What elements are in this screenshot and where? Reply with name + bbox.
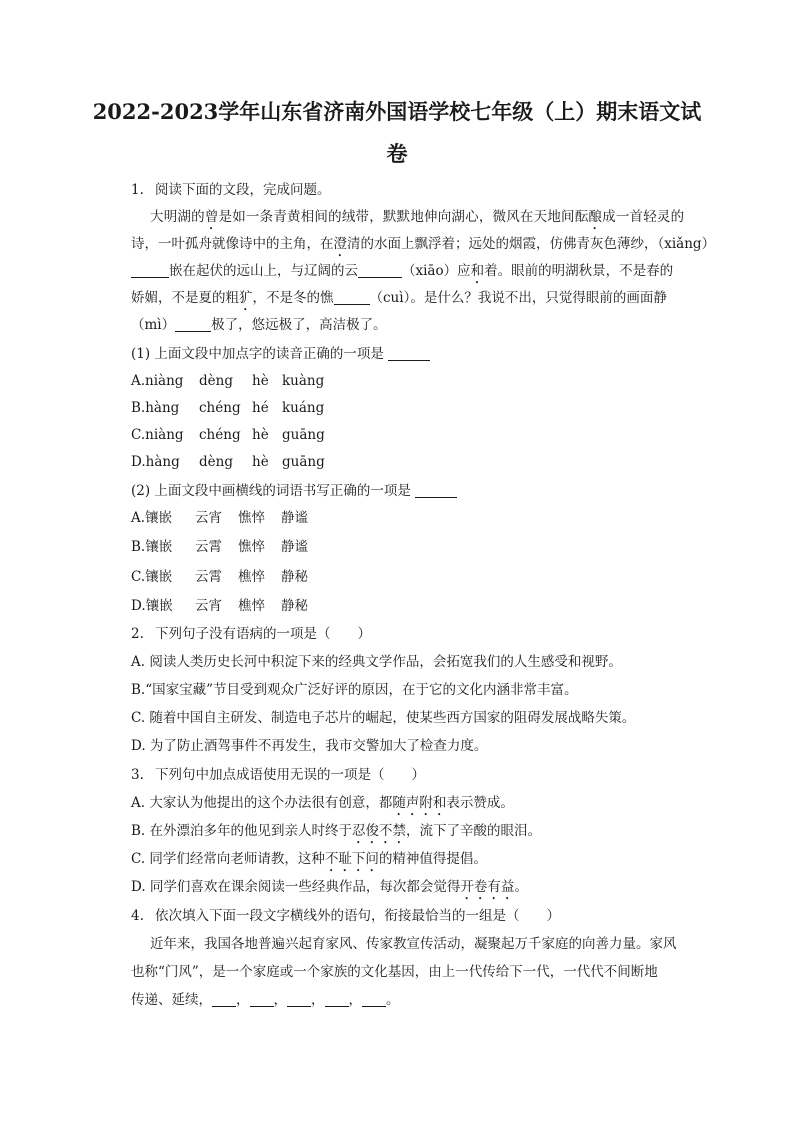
- q4-passage-line-2: 也称“门风”，是一个家庭或一个家族的文化基因，由上一代传给下一代，一代代不间断地: [131, 964, 658, 980]
- q1-sub1-option-d[interactable]: D.hàng dèng hè guāng: [131, 454, 325, 470]
- q1-sub1-option-b[interactable]: B.hàng chéng hé kuáng: [131, 400, 325, 416]
- q1-passage-line-5: （mì） 极了，悠远极了，高洁极了。: [131, 317, 387, 333]
- q4-passage-line-3: 传递、延续， ， ， ， ， 。: [131, 992, 400, 1008]
- q3-idiom-d: 开卷有益: [460, 879, 515, 895]
- q4-stem: 4. 依次填入下面一段文字横线外的语句，衔接最恰当的一组是（ ）: [131, 908, 560, 924]
- q1-passage-line-1: 大明湖的曾是如一条青黄相间的绒带，默默地伸向湖心，微风在天地间酝酿成一首轻灵的: [150, 209, 685, 225]
- q1-passage-line-3: 嵌在起伏的远山上，与辽阔的云 （xiāo）应和着。眼前的明湖秋景，不是春的: [131, 261, 673, 287]
- q1-sub1-option-a[interactable]: A.niàng dèng hè kuàng: [131, 373, 325, 389]
- q3-option-d[interactable]: D. 同学们喜欢在课余阅读一些经典作品，每次都会觉得开卷有益。: [131, 879, 528, 895]
- q2-option-d[interactable]: D. 为了防止酒驾事件不再发生，我市交警加大了检查力度。: [131, 738, 488, 754]
- q2-option-b[interactable]: B.“国家宝藏”节目受到观众广泛好评的原因，在于它的文化内涵非常丰富。: [131, 682, 578, 698]
- q1-sub2-option-c[interactable]: C.镶嵌 云霄 樵悴 静秘: [131, 569, 308, 585]
- q1-sub1-option-c[interactable]: C.niàng chéng hè guāng: [131, 427, 325, 443]
- q1-sub1-stem: (1) 上面文段中加点字的读音正确的一项是: [131, 344, 430, 364]
- q3-option-c[interactable]: C. 同学们经常向老师请教，这种不耻下问的精神值得提倡。: [131, 851, 487, 867]
- q1-sub2-option-d[interactable]: D.镶嵌 云宵 樵悴 静秘: [131, 598, 308, 614]
- page-title-cont: 卷: [386, 141, 408, 166]
- q3-idiom-c: 不耻下问: [324, 851, 379, 867]
- q2-option-c[interactable]: C. 随着中国自主研发、制造电子芯片的崛起，使某些西方国家的阻碍发展战略失策。: [131, 710, 636, 726]
- q1-passage-line-4: 娇媚，不是夏的粗犷，不是冬的憔 （cuì）。是什么？我说不出，只觉得眼前的画面静: [131, 290, 667, 306]
- q2-option-a[interactable]: A. 阅读人类历史长河中积淀下来的经典文学作品，会拓宽我们的人生感受和视野。: [131, 654, 622, 670]
- q1-sub2-stem: (2) 上面文段中画横线的词语书写正确的一项是: [131, 481, 457, 501]
- q3-idiom-a: 随声附和: [392, 795, 447, 811]
- q3-idiom-b: 忍俊不禁: [352, 823, 407, 839]
- q3-option-b[interactable]: B. 在外漂泊多年的他见到亲人时终于忍俊不禁，流下了辛酸的眼泪。: [131, 823, 542, 839]
- q1-passage-line-2: 诗，一叶孤舟就像诗中的主角，在澄清的水面上飘浮着；远处的烟霞，仿佛青灰色薄纱，（xiǎng）: [131, 236, 716, 252]
- q1-sub2-option-a[interactable]: A.镶嵌 云宵 憔悴 静谧: [131, 510, 308, 526]
- q2-stem: 2. 下列句子没有语病的一项是（ ）: [131, 626, 371, 642]
- q3-stem: 3. 下列句中加点成语使用无误的一项是（ ）: [131, 767, 425, 783]
- q4-passage-line-1: 近年来，我国各地普遍兴起育家风、传家教宣传活动，凝聚起万千家庭的向善力量。家风: [150, 936, 677, 952]
- q3-option-a[interactable]: A. 大家认为他提出的这个办法很有创意，都随声附和表示赞成。: [131, 795, 514, 811]
- q1-sub2-option-b[interactable]: B.镶嵌 云霄 憔悴 静谧: [131, 539, 308, 555]
- page-title: 2022-2023学年山东省济南外国语学校七年级（上）期末语文试: [92, 99, 702, 124]
- q1-stem: 1. 阅读下面的文段，完成问题。: [131, 182, 331, 198]
